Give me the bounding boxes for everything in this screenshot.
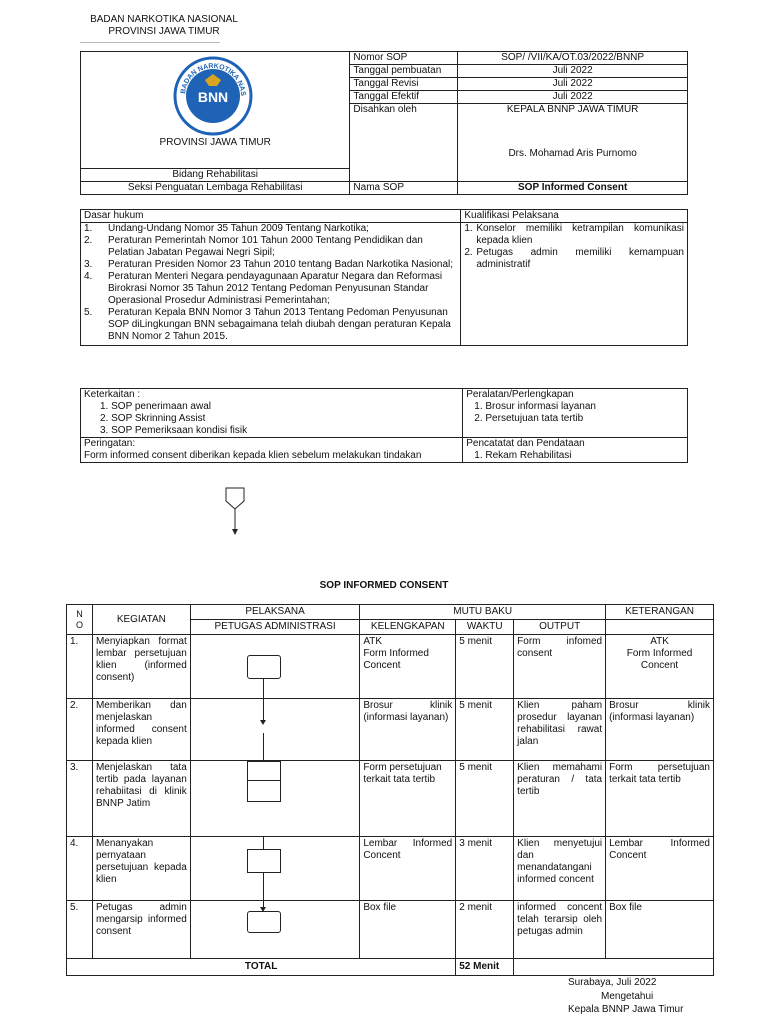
- pencatatan-title: Pencatatat dan Pendataan: [466, 438, 585, 449]
- list-item: 2. Persetujuan tata tertib: [474, 413, 584, 424]
- header-no: N O: [67, 605, 93, 635]
- cell-kelengkapan: Box file: [360, 901, 456, 959]
- label-tanggal-efektif: Tanggal Efektif: [350, 91, 458, 104]
- process-box-shape: [247, 780, 281, 802]
- header-waktu: WAKTU: [456, 620, 514, 635]
- bidang-label: Bidang Rehabilitasi: [81, 169, 350, 182]
- off-page-connector-shape: [225, 487, 245, 509]
- list-item: 1. Konselor memiliki ketrampilan komunikasi kepada klien: [464, 223, 684, 246]
- dasar-hukum-list: [81, 223, 461, 346]
- connector-line: [263, 733, 264, 763]
- header-province: PROVINSI JAWA TIMUR: [108, 26, 220, 37]
- cell-waktu: 5 menit: [456, 635, 514, 699]
- header-org: BADAN NARKOTIKA NASIONAL: [90, 14, 238, 25]
- section-title: SOP INFORMED CONSENT: [319, 580, 449, 591]
- cell-flow: [190, 635, 360, 699]
- list-item: 2. Peraturan Pemerintah Nomor 101 Tahun 2000 Tentang Pendidikan dan Pelatian Jabatan Pegawai Negri Sipil;: [84, 235, 423, 258]
- seksi-label: Seksi Penguatan Lembaga Rehabilitasi: [81, 182, 350, 195]
- label-tanggal-revisi: Tanggal Revisi: [350, 78, 458, 91]
- total-empty: [514, 959, 606, 976]
- list-item: 1. Rekam Rehabilitasi: [474, 450, 572, 461]
- peringatan-text: Form informed consent diberikan kepada klien sebelum melakukan tindakan: [84, 450, 422, 461]
- cell-waktu: 5 menit: [456, 699, 514, 761]
- value-nama-sop: SOP Informed Consent: [458, 182, 688, 195]
- cell-no: 2.: [67, 699, 93, 761]
- header-kegiatan: KEGIATAN: [92, 605, 190, 635]
- cell-waktu: 5 menit: [456, 761, 514, 837]
- list-item: 3. SOP Pemeriksaan kondisi fisik: [100, 425, 248, 436]
- kualifikasi-title: Kualifikasi Pelaksana: [461, 210, 688, 223]
- cell-output: Klien memahami peraturan / tata tertib: [514, 761, 606, 837]
- disahkan-signatory: Drs. Mohamad Aris Purnomo: [508, 148, 637, 159]
- value-tanggal-revisi: Juli 2022: [458, 78, 688, 91]
- header-petugas: PETUGAS ADMINISTRASI: [190, 620, 360, 635]
- cell-no: 4.: [67, 837, 93, 901]
- keterkaitan-cell: [81, 389, 463, 438]
- value-tanggal-efektif: Juli 2022: [458, 91, 688, 104]
- cell-no: 5.: [67, 901, 93, 959]
- value-nomor-sop: SOP/ /VII/KA/OT.03/2022/BNNP: [458, 52, 688, 65]
- cell-kelengkapan: Lembar Informed Concent: [360, 837, 456, 901]
- peringatan-cell: [81, 438, 463, 463]
- total-empty: [606, 959, 714, 976]
- connector-line: [263, 837, 264, 849]
- cell-keterangan: Brosur klinik (informasi layanan): [606, 699, 714, 761]
- process-box-shape: [247, 761, 281, 781]
- cell-flow: [190, 837, 360, 901]
- signature-place-date: Surabaya, Juli 2022: [568, 977, 657, 988]
- cell-keterangan: Lembar Informed Concent: [606, 837, 714, 901]
- list-item: 2. Petugas admin memiliki kemampuan administratif: [464, 247, 684, 270]
- disahkan-jabatan: KEPALA BNNP JAWA TIMUR: [506, 104, 639, 115]
- cell-kelengkapan: Form persetujuan terkait tata tertib: [360, 761, 456, 837]
- process-box-shape: [247, 655, 281, 679]
- dasar-hukum-table: [80, 209, 688, 346]
- cell-kegiatan: Menjelaskan tata tertib pada layanan rehabiitasi di klinik BNNP Jatim: [92, 761, 190, 837]
- header-output: OUTPUT: [514, 620, 606, 635]
- table-row: [67, 699, 714, 761]
- peringatan-title: Peringatan:: [84, 438, 136, 449]
- pencatatan-cell: [463, 438, 688, 463]
- header-kelengkapan: KELENGKAPAN: [360, 620, 456, 635]
- svg-text:BADAN NARKOTIKA NASIONAL: BADAN NARKOTIKA NAS: [180, 62, 247, 97]
- svg-text:REPUBLIK INDONESIA: REPUBLIK INDONESIA: [191, 101, 239, 123]
- table-row: [67, 901, 714, 959]
- cell-kelengkapan: Brosur klinik (informasi layanan): [360, 699, 456, 761]
- cell-kegiatan: Menanyakan pernyataan persetujuan kepada klien: [92, 837, 190, 901]
- cell-kegiatan: Petugas admin mengarsip informed consent: [92, 901, 190, 959]
- label-tanggal-pembuatan: Tanggal pembuatan: [350, 65, 458, 78]
- list-item: 1. SOP penerimaan awal: [100, 401, 211, 412]
- province-label: PROVINSI JAWA TIMUR: [159, 137, 271, 148]
- total-value: 52 Menit: [456, 959, 514, 976]
- header-keterangan-sub: [606, 620, 714, 635]
- logo-cell: [81, 52, 350, 169]
- table-row: [67, 761, 714, 837]
- cell-output: informed concent telah terarsip oleh petugas admin: [514, 901, 606, 959]
- header-divider: [80, 42, 220, 43]
- sop-info-table: [80, 51, 688, 195]
- cell-output: Form infomed consent: [514, 635, 606, 699]
- header-mutu-baku: MUTU BAKU: [360, 605, 606, 620]
- cell-waktu: 2 menit: [456, 901, 514, 959]
- svg-text:BNN: BNN: [197, 89, 229, 105]
- cell-keterangan: Box file: [606, 901, 714, 959]
- sop-activity-table: [66, 604, 714, 976]
- terminator-shape: [247, 911, 281, 933]
- cell-keterangan: ATK Form Informed Concent: [606, 635, 714, 699]
- document-header: [80, 14, 248, 38]
- bnn-logo: [173, 56, 253, 136]
- label-disahkan-oleh: Disahkan oleh: [350, 104, 458, 182]
- label-nama-sop: Nama SOP: [350, 182, 458, 195]
- list-item: 2. SOP Skrinning Assist: [100, 413, 206, 424]
- cell-flow: [190, 901, 360, 959]
- list-item: 1. Undang-Undang Nomor 35 Tahun 2009 Tentang Narkotika;: [84, 223, 369, 234]
- value-tanggal-pembuatan: Juli 2022: [458, 65, 688, 78]
- label-nomor-sop: Nomor SOP: [350, 52, 458, 65]
- cell-waktu: 3 menit: [456, 837, 514, 901]
- header-pelaksana: PELAKSANA: [190, 605, 360, 620]
- peralatan-cell: [463, 389, 688, 438]
- cell-kegiatan: Menyiapkan format lembar persetujuan klien (informed consent): [92, 635, 190, 699]
- table-row: [67, 837, 714, 901]
- cell-keterangan: Form persetujuan terkait tata tertib: [606, 761, 714, 837]
- list-item: 3. Peraturan Presiden Nomor 23 Tahun 2010 tentang Badan Narkotika Nasional;: [84, 259, 454, 270]
- cell-no: 3.: [67, 761, 93, 837]
- table-row: [67, 635, 714, 699]
- cell-output: Klien menyetujui dan menandatangani informed concent: [514, 837, 606, 901]
- list-item: 1. Brosur informasi layanan: [474, 401, 596, 412]
- kualifikasi-list: [461, 223, 688, 346]
- list-item: 5. Peraturan Kepala BNN Nomor 3 Tahun 2013 Tentang Pedoman Penyusunan SOP diLingkungan BNN sebagaimana telah diubah dengan peraturan Kepala BNN Nomor 2 Tahun 2015.: [84, 307, 451, 342]
- list-item: 4. Peraturan Menteri Negara pendayagunaan Aparatur Negara dan Reformasi Birokrasi Nomor 35 Tahun 2012 Tentang Pedoman Penyusunan Standar Operasional Prosedur Administrasi Pemerintahan;: [84, 271, 443, 306]
- cell-flow: [190, 761, 360, 837]
- peralatan-title: Peralatan/Perlengkapan: [466, 389, 574, 400]
- cell-output: Klien paham prosedur layanan rehabilitasi rawat jalan: [514, 699, 606, 761]
- total-row: [67, 959, 714, 976]
- signature-mengetahui: Mengetahui: [601, 991, 654, 1002]
- value-disahkan-oleh: [458, 104, 688, 182]
- cell-flow: [190, 699, 360, 761]
- keterkaitan-table: [80, 388, 688, 463]
- cell-kegiatan: Memberikan dan menjelaskan informed consent kepada klien: [92, 699, 190, 761]
- signature-jabatan: Kepala BNNP Jawa Timur: [568, 1004, 684, 1015]
- keterkaitan-title: Keterkaitan :: [84, 389, 141, 400]
- process-box-shape: [247, 849, 281, 873]
- header-keterangan: KETERANGAN: [606, 605, 714, 620]
- dasar-hukum-title: Dasar hukum: [81, 210, 461, 223]
- total-label: TOTAL: [67, 959, 456, 976]
- cell-kelengkapan: ATK Form Informed Concent: [360, 635, 456, 699]
- cell-no: 1.: [67, 635, 93, 699]
